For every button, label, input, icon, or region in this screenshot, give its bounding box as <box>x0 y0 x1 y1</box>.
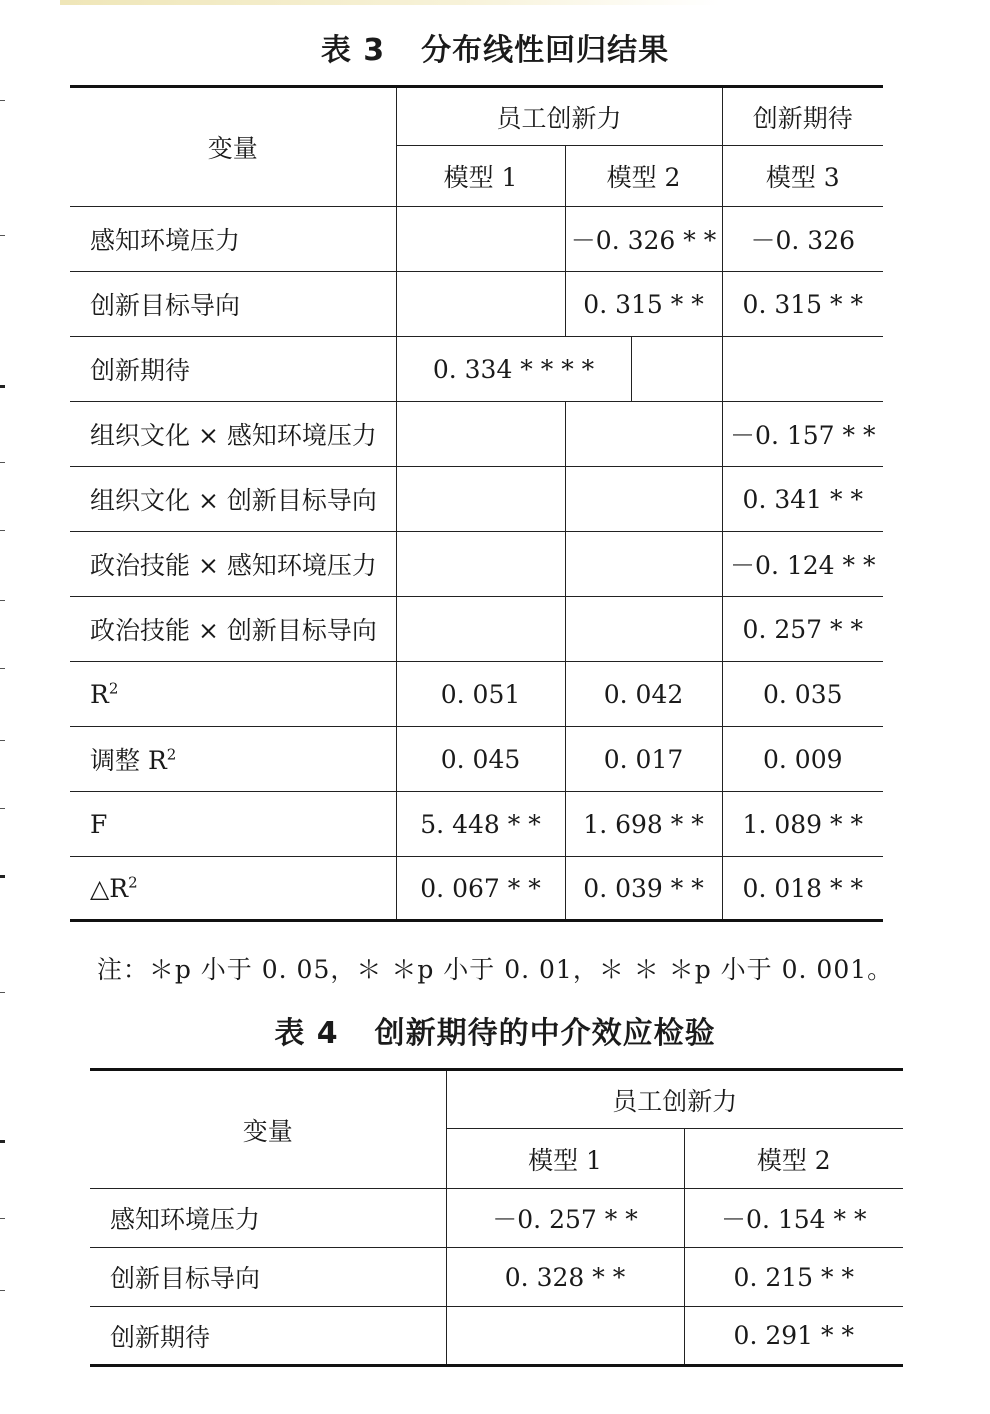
cell-model2: －0. 326 * * <box>565 207 722 272</box>
cell-model1: 0. 067 * * <box>396 857 565 921</box>
table3-caption <box>0 25 990 69</box>
table3-model3-header: 模型 3 <box>722 146 883 207</box>
cell-model1: 0. 045 <box>396 727 565 792</box>
cell-model2: 0. 315 * * <box>565 272 722 337</box>
row-label: 创新期待 <box>90 1307 446 1366</box>
edge-mark <box>0 100 5 101</box>
row-label: 政治技能 × 感知环境压力 <box>70 532 396 597</box>
cell-model2: 0. 039 * * <box>565 857 722 921</box>
table-row <box>70 662 883 727</box>
edge-mark <box>0 462 5 463</box>
r2-label: $R^2$ <box>70 662 396 727</box>
cell-model2: 0. 042 <box>565 662 722 727</box>
row-label: 感知环境压力 <box>70 207 396 272</box>
cell-model2 <box>565 532 722 597</box>
row-label: 创新目标导向 <box>70 272 396 337</box>
edge-mark <box>0 600 5 601</box>
cell-model3: 0. 035 <box>722 662 883 727</box>
edge-mark <box>0 875 5 878</box>
cell-model1: 0. 328 * * <box>446 1248 684 1307</box>
edge-mark <box>0 808 5 809</box>
edge-mark <box>0 530 5 531</box>
table3-caption-number: 表 3 <box>320 33 386 68</box>
table3-note: 注：＊p 小于 0. 05，＊ ＊p 小于 0. 01，＊ ＊ ＊p 小于 0. 001。 <box>96 955 894 984</box>
cell-model3: －0. 157 * * <box>722 402 883 467</box>
cell-model3: －0. 124 * * <box>722 532 883 597</box>
table4-caption <box>0 1008 990 1052</box>
cell-model2: 0. 017 <box>565 727 722 792</box>
table-row <box>90 1307 903 1366</box>
delta-r2-label: $\triangle R^2$ <box>70 857 396 921</box>
edge-mark <box>0 668 5 669</box>
table-row <box>90 1248 903 1307</box>
table-row <box>70 272 883 337</box>
cell-model1 <box>396 272 565 337</box>
table3-caption-text: 分布线性回归结果 <box>421 33 670 68</box>
adjusted-r2-label: 调整 $R^2$ <box>70 727 396 792</box>
cell-model2 <box>565 402 722 467</box>
table-row <box>70 532 883 597</box>
row-label: 感知环境压力 <box>90 1189 446 1248</box>
edge-mark <box>0 740 5 741</box>
table4-caption-text: 创新期待的中介效应检验 <box>374 1016 716 1051</box>
table-row <box>70 207 883 272</box>
cell-model3: 0. 341 * * <box>722 467 883 532</box>
cell-model3: 0. 009 <box>722 727 883 792</box>
f-label: F <box>70 792 396 857</box>
cell-model3: 0. 257 * * <box>722 597 883 662</box>
cell-model3: 1. 089 * * <box>722 792 883 857</box>
table3-group-employee-innovation: 员工创新力 <box>396 87 722 146</box>
cell-model3: －0. 326 <box>722 207 883 272</box>
cell-model2: －0. 154 * * <box>684 1189 903 1248</box>
table-row <box>70 467 883 532</box>
table4-group-employee-innovation: 员工创新力 <box>446 1070 903 1129</box>
row-label: 组织文化 × 感知环境压力 <box>70 402 396 467</box>
cell-model1: 0. 334 * * * * <box>396 337 631 402</box>
cell-model1 <box>396 402 565 467</box>
table3-group-innovation-expectation: 创新期待 <box>722 87 883 146</box>
table3-variable-header: 变量 <box>70 87 396 207</box>
cell-model3 <box>722 337 883 402</box>
scan-smudge <box>60 0 720 5</box>
cell-model2 <box>565 467 722 532</box>
cell-model1 <box>396 207 565 272</box>
cell-model2: 0. 291 * * <box>684 1307 903 1366</box>
table-row <box>70 337 883 402</box>
edge-mark <box>0 1140 5 1143</box>
edge-mark <box>0 385 5 388</box>
cell-model1 <box>396 532 565 597</box>
cell-model1: 5. 448 * * <box>396 792 565 857</box>
cell-model2: 0. 215 * * <box>684 1248 903 1307</box>
cell-model1: 0. 051 <box>396 662 565 727</box>
table4 <box>90 1068 903 1367</box>
table3 <box>70 85 883 922</box>
row-label: 创新目标导向 <box>90 1248 446 1307</box>
cell-model2 <box>631 337 722 402</box>
cell-model2: 1. 698 * * <box>565 792 722 857</box>
table-row <box>70 597 883 662</box>
edge-mark <box>0 1290 5 1291</box>
cell-model3: 0. 315 * * <box>722 272 883 337</box>
cell-model2 <box>565 597 722 662</box>
cell-model1: －0. 257 * * <box>446 1189 684 1248</box>
edge-mark <box>0 992 5 993</box>
table3-model2-header: 模型 2 <box>565 146 722 207</box>
table4-model2-header: 模型 2 <box>684 1129 903 1189</box>
table-row <box>70 857 883 921</box>
edge-mark <box>0 1218 5 1219</box>
row-label: 政治技能 × 创新目标导向 <box>70 597 396 662</box>
cell-model3: 0. 018 * * <box>722 857 883 921</box>
table-row <box>70 792 883 857</box>
table4-caption-number: 表 4 <box>274 1016 339 1051</box>
table3-model1-header: 模型 1 <box>396 146 565 207</box>
cell-model1 <box>396 597 565 662</box>
table4-model1-header: 模型 1 <box>446 1129 684 1189</box>
edge-mark <box>0 235 5 236</box>
row-label: 创新期待 <box>70 337 396 402</box>
table-row <box>90 1189 903 1248</box>
cell-model1 <box>446 1307 684 1366</box>
table-row <box>70 402 883 467</box>
table4-variable-header: 变量 <box>90 1070 446 1189</box>
cell-model1 <box>396 467 565 532</box>
row-label: 组织文化 × 创新目标导向 <box>70 467 396 532</box>
table-row <box>70 727 883 792</box>
